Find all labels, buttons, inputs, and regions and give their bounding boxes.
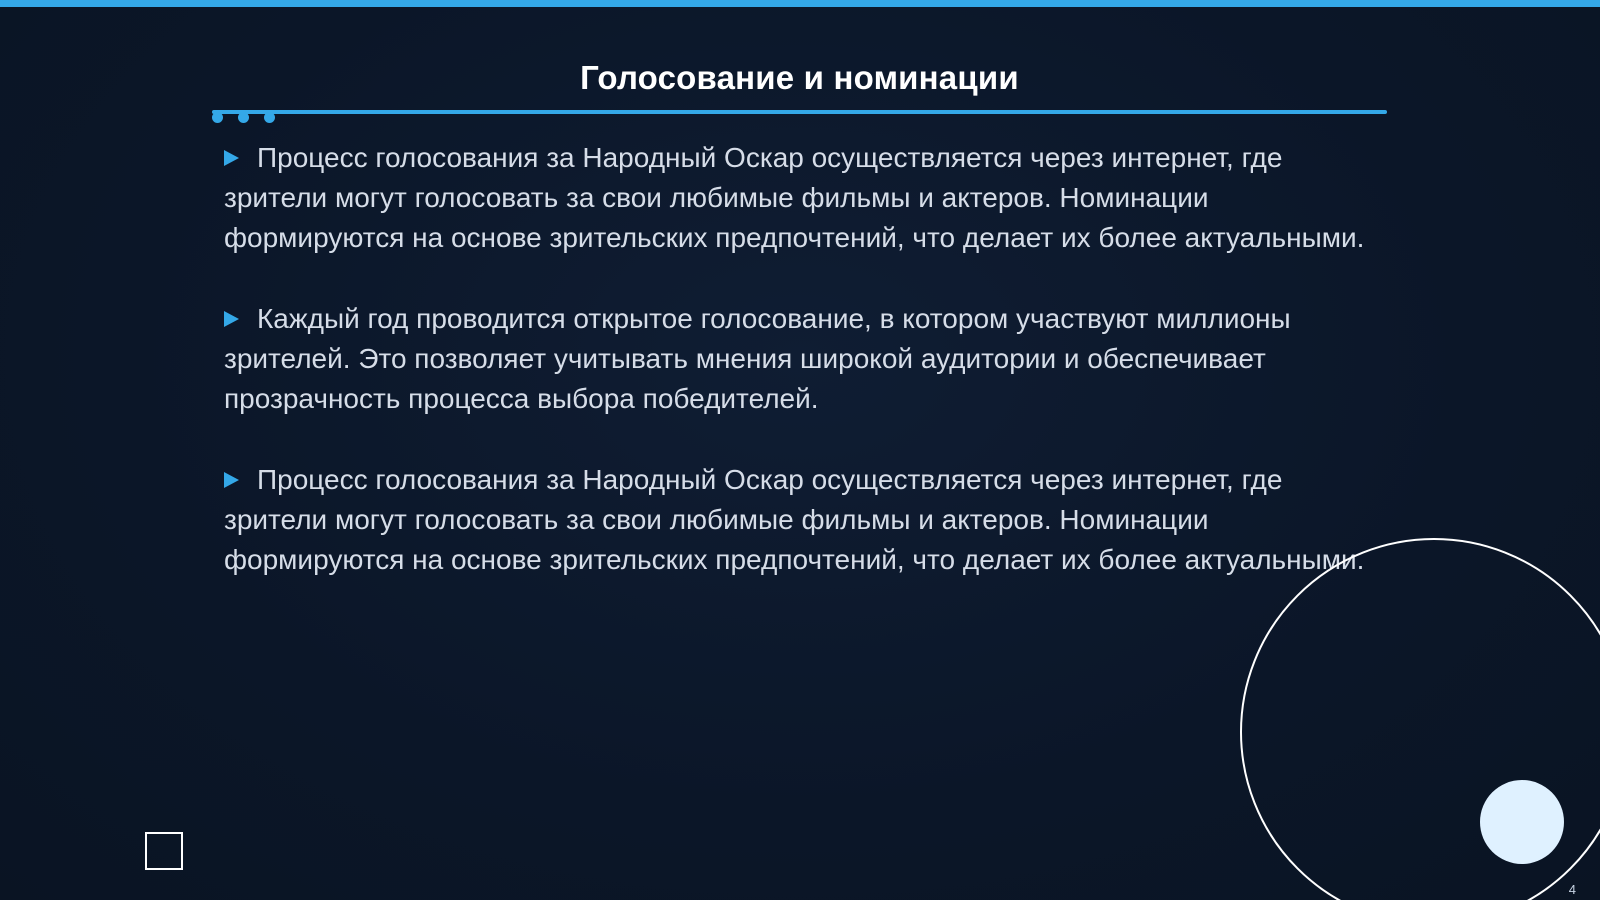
- bullet-item-1: [224, 138, 1384, 258]
- title-underline: [212, 110, 1387, 114]
- slide-title: Голосование и номинации: [580, 59, 1019, 96]
- dot-icon: [238, 112, 249, 123]
- square-outline-icon: [145, 832, 183, 870]
- page-number: 4: [1568, 882, 1576, 897]
- title-dots: [212, 112, 275, 124]
- triangle-right-icon: [224, 472, 239, 488]
- bullet-item-3: [224, 460, 1384, 580]
- dot-icon: [264, 112, 275, 123]
- bullet-list: [224, 138, 1384, 621]
- triangle-right-icon: [224, 150, 239, 166]
- triangle-right-icon: [224, 311, 239, 327]
- bullet-text: Процесс голосования за Народный Оскар осуществляется через интернет, где зрители могут голосовать за свои любимые фильмы и актеров. Номинации формируются на основе зрительских предпочтений, что делает их более актуальными.: [224, 464, 1365, 575]
- decor-circle-filled: [1480, 780, 1564, 864]
- bullet-text: Процесс голосования за Народный Оскар осуществляется через интернет, где зрители могут голосовать за свои любимые фильмы и актеров. Номинации формируются на основе зрительских предпочтений, что делает их более актуальными.: [224, 142, 1365, 253]
- top-accent-bar: [0, 0, 1600, 7]
- bullet-text: Каждый год проводится открытое голосование, в котором участвуют миллионы зрителей. Это позволяет учитывать мнения широкой аудитории и обеспечивает прозрачность процесса выбора победителей.: [224, 303, 1291, 414]
- bullet-item-2: [224, 299, 1384, 419]
- dot-icon: [212, 112, 223, 123]
